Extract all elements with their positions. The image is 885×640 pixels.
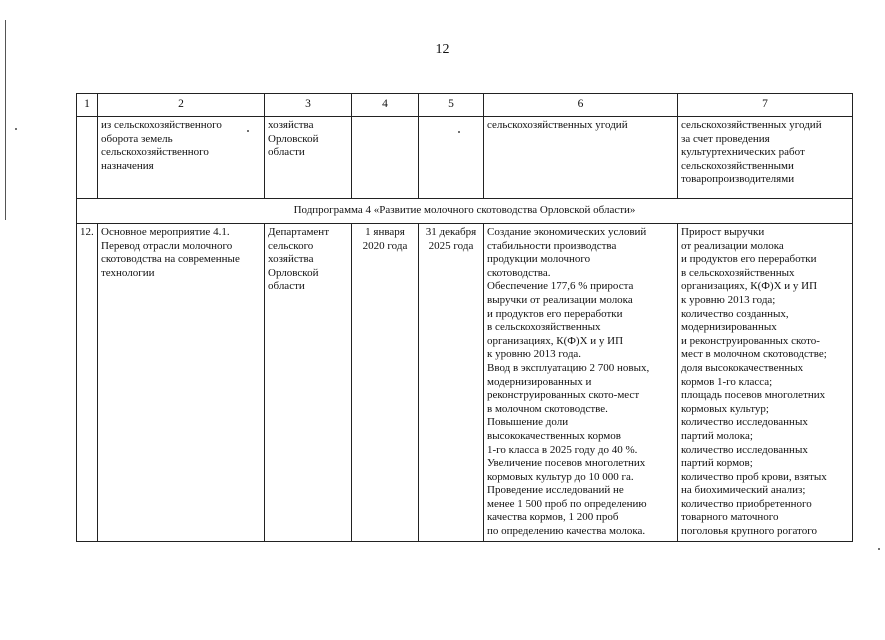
column-number-header: 5 <box>419 94 484 117</box>
column-number-header: 4 <box>352 94 419 117</box>
result-cell: Создание экономических условий стабильности производства продукции молочного скотоводства. Обеспечение 177,6 % прироста выручки от реализации молока и продуктов его переработки в сельскохозяйственных организациях, К(Ф)Х и у ИП к уровню 2013 года. Ввод в эксплуатацию 2 700 новых, модернизированных и реконструированных ското-мест в молочном скотоводстве. Повышение доли высококачественных кормов 1-го класса в 2025 году до 40 %. Увеличение посевов многолетних кормовых культур до 10 000 га. Проведение исследований не менее 1 500 проб по определению качества кормов, 1 200 проб по определению качества молока. <box>484 224 678 542</box>
column-number-header: 1 <box>77 94 98 117</box>
event-cell: Основное мероприятие 4.1. Перевод отрасли молочного скотоводства на современные технологии <box>98 224 265 542</box>
table-cell <box>419 117 484 199</box>
start-date-cell: 1 января 2020 года <box>352 224 419 542</box>
subprogram-title: Подпрограмма 4 «Развитие молочного скотоводства Орловской области» <box>77 199 853 224</box>
executor-cell: хозяйства Орловской области <box>265 117 352 199</box>
end-date-cell: 31 декабря 2025 года <box>419 224 484 542</box>
column-number-header: 2 <box>98 94 265 117</box>
scan-speck <box>15 128 17 130</box>
indicator-cell: Прирост выручки от реализации молока и продуктов его переработки в сельскохозяйственных организациях, К(Ф)Х и у ИП к уровню 2013 года; количество созданных, модернизированных и реконструированных ското- мест в молочном скотоводстве; доля высококачественных кормов 1-го класса; площадь посевов многолетних кормовых культур; количество исследованных партий молока; количество исследованных партий кормов; количество проб крови, взятых на биохимический анализ; количество приобретенного товарного маточного поголовья крупного рогатого <box>678 224 853 542</box>
column-number-header: 3 <box>265 94 352 117</box>
column-number-header: 7 <box>678 94 853 117</box>
table-row <box>77 117 853 199</box>
scan-margin-line <box>5 20 6 220</box>
event-cell: из сельскохозяйственного оборота земель сельскохозяйственного назначения <box>98 117 265 199</box>
table-row <box>77 224 853 542</box>
table-cell <box>352 117 419 199</box>
row-number-cell: 12. <box>77 224 98 542</box>
subprogram-row <box>77 199 853 224</box>
indicator-cell: сельскохозяйственных угодий за счет проведения культуртехнических работ сельскохозяйственными товаропроизводителями <box>678 117 853 199</box>
scan-speck <box>878 548 880 550</box>
table-cell <box>77 117 98 199</box>
result-cell: сельскохозяйственных угодий <box>484 117 678 199</box>
column-number-header: 6 <box>484 94 678 117</box>
table-header-row <box>77 94 853 117</box>
executor-cell: Департамент сельского хозяйства Орловской области <box>265 224 352 542</box>
program-table <box>76 93 853 542</box>
page-number: 12 <box>435 42 450 57</box>
